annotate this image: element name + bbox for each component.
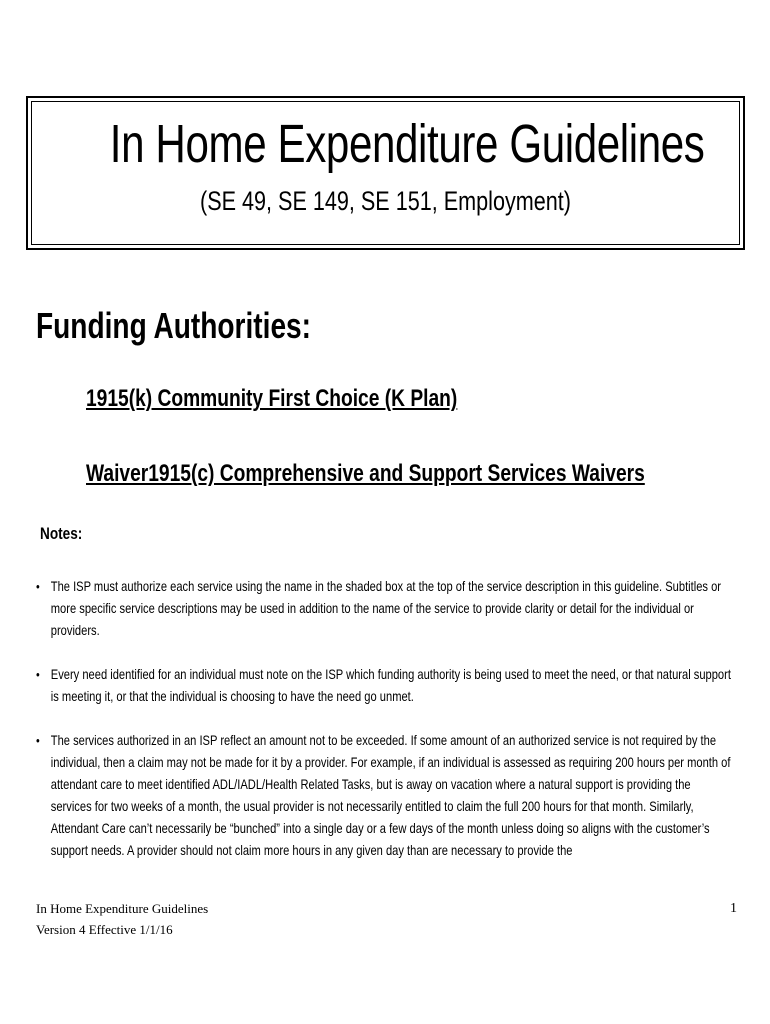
notes-list xyxy=(36,576,731,884)
bullet-icon: • xyxy=(36,667,40,682)
funding-authorities-heading: Funding Authorities: xyxy=(36,305,312,346)
funding-authority-k-plan: 1915(k) Community First Choice (K Plan) xyxy=(86,385,458,412)
title-box xyxy=(26,96,745,250)
page-number: 1 xyxy=(730,901,737,916)
note-text: The services authorized in an ISP reflect an amount not to be exceeded. If some amount of an authorized service is not required by the individual, then a claim may not be made for it by a provider. For example, if an individual is assessed as requiring 200 hours per month of attendant care to meet identified ADL/IADL/Health Related Tasks, but is away on vacation where a natural support is providing the services for two weeks of a month, the usual provider is not necessarily entitled to claim the full 200 hours for that month. Similarly, Attendant Care can’t necessarily be “bunched” into a single day or a few days of the month unless doing so aligns with the customer’s support needs. A provider should not claim more hours in any given day than are necessary to provide the xyxy=(50,733,731,858)
document-subtitle: (SE 49, SE 149, SE 151, Employment) xyxy=(199,186,571,216)
funding-authority-waiver: Waiver1915(c) Comprehensive and Support Services Waivers xyxy=(86,460,645,487)
footer-version: Version 4 Effective 1/1/16 xyxy=(36,922,173,937)
document-title: In Home Expenditure Guidelines xyxy=(109,114,705,174)
note-item xyxy=(36,730,731,862)
bullet-icon: • xyxy=(36,579,40,594)
page-footer xyxy=(36,898,208,940)
title-box-inner xyxy=(31,101,740,245)
note-text: The ISP must authorize each service using the name in the shaded box at the top of the service description in this guideline. Subtitles or more specific service descriptions may be used in addition to the name of the service to provide clarity or detail for the individual or providers. xyxy=(50,579,721,638)
note-item xyxy=(36,664,731,708)
note-item xyxy=(36,576,731,642)
notes-label: Notes: xyxy=(40,524,83,543)
bullet-icon: • xyxy=(36,733,40,748)
footer-doc-title: In Home Expenditure Guidelines xyxy=(36,901,209,916)
note-text: Every need identified for an individual must note on the ISP which funding authority is being used to meet the need, or that natural support is meeting it, or that the individual is choosing to have the need go unmet. xyxy=(50,667,731,704)
